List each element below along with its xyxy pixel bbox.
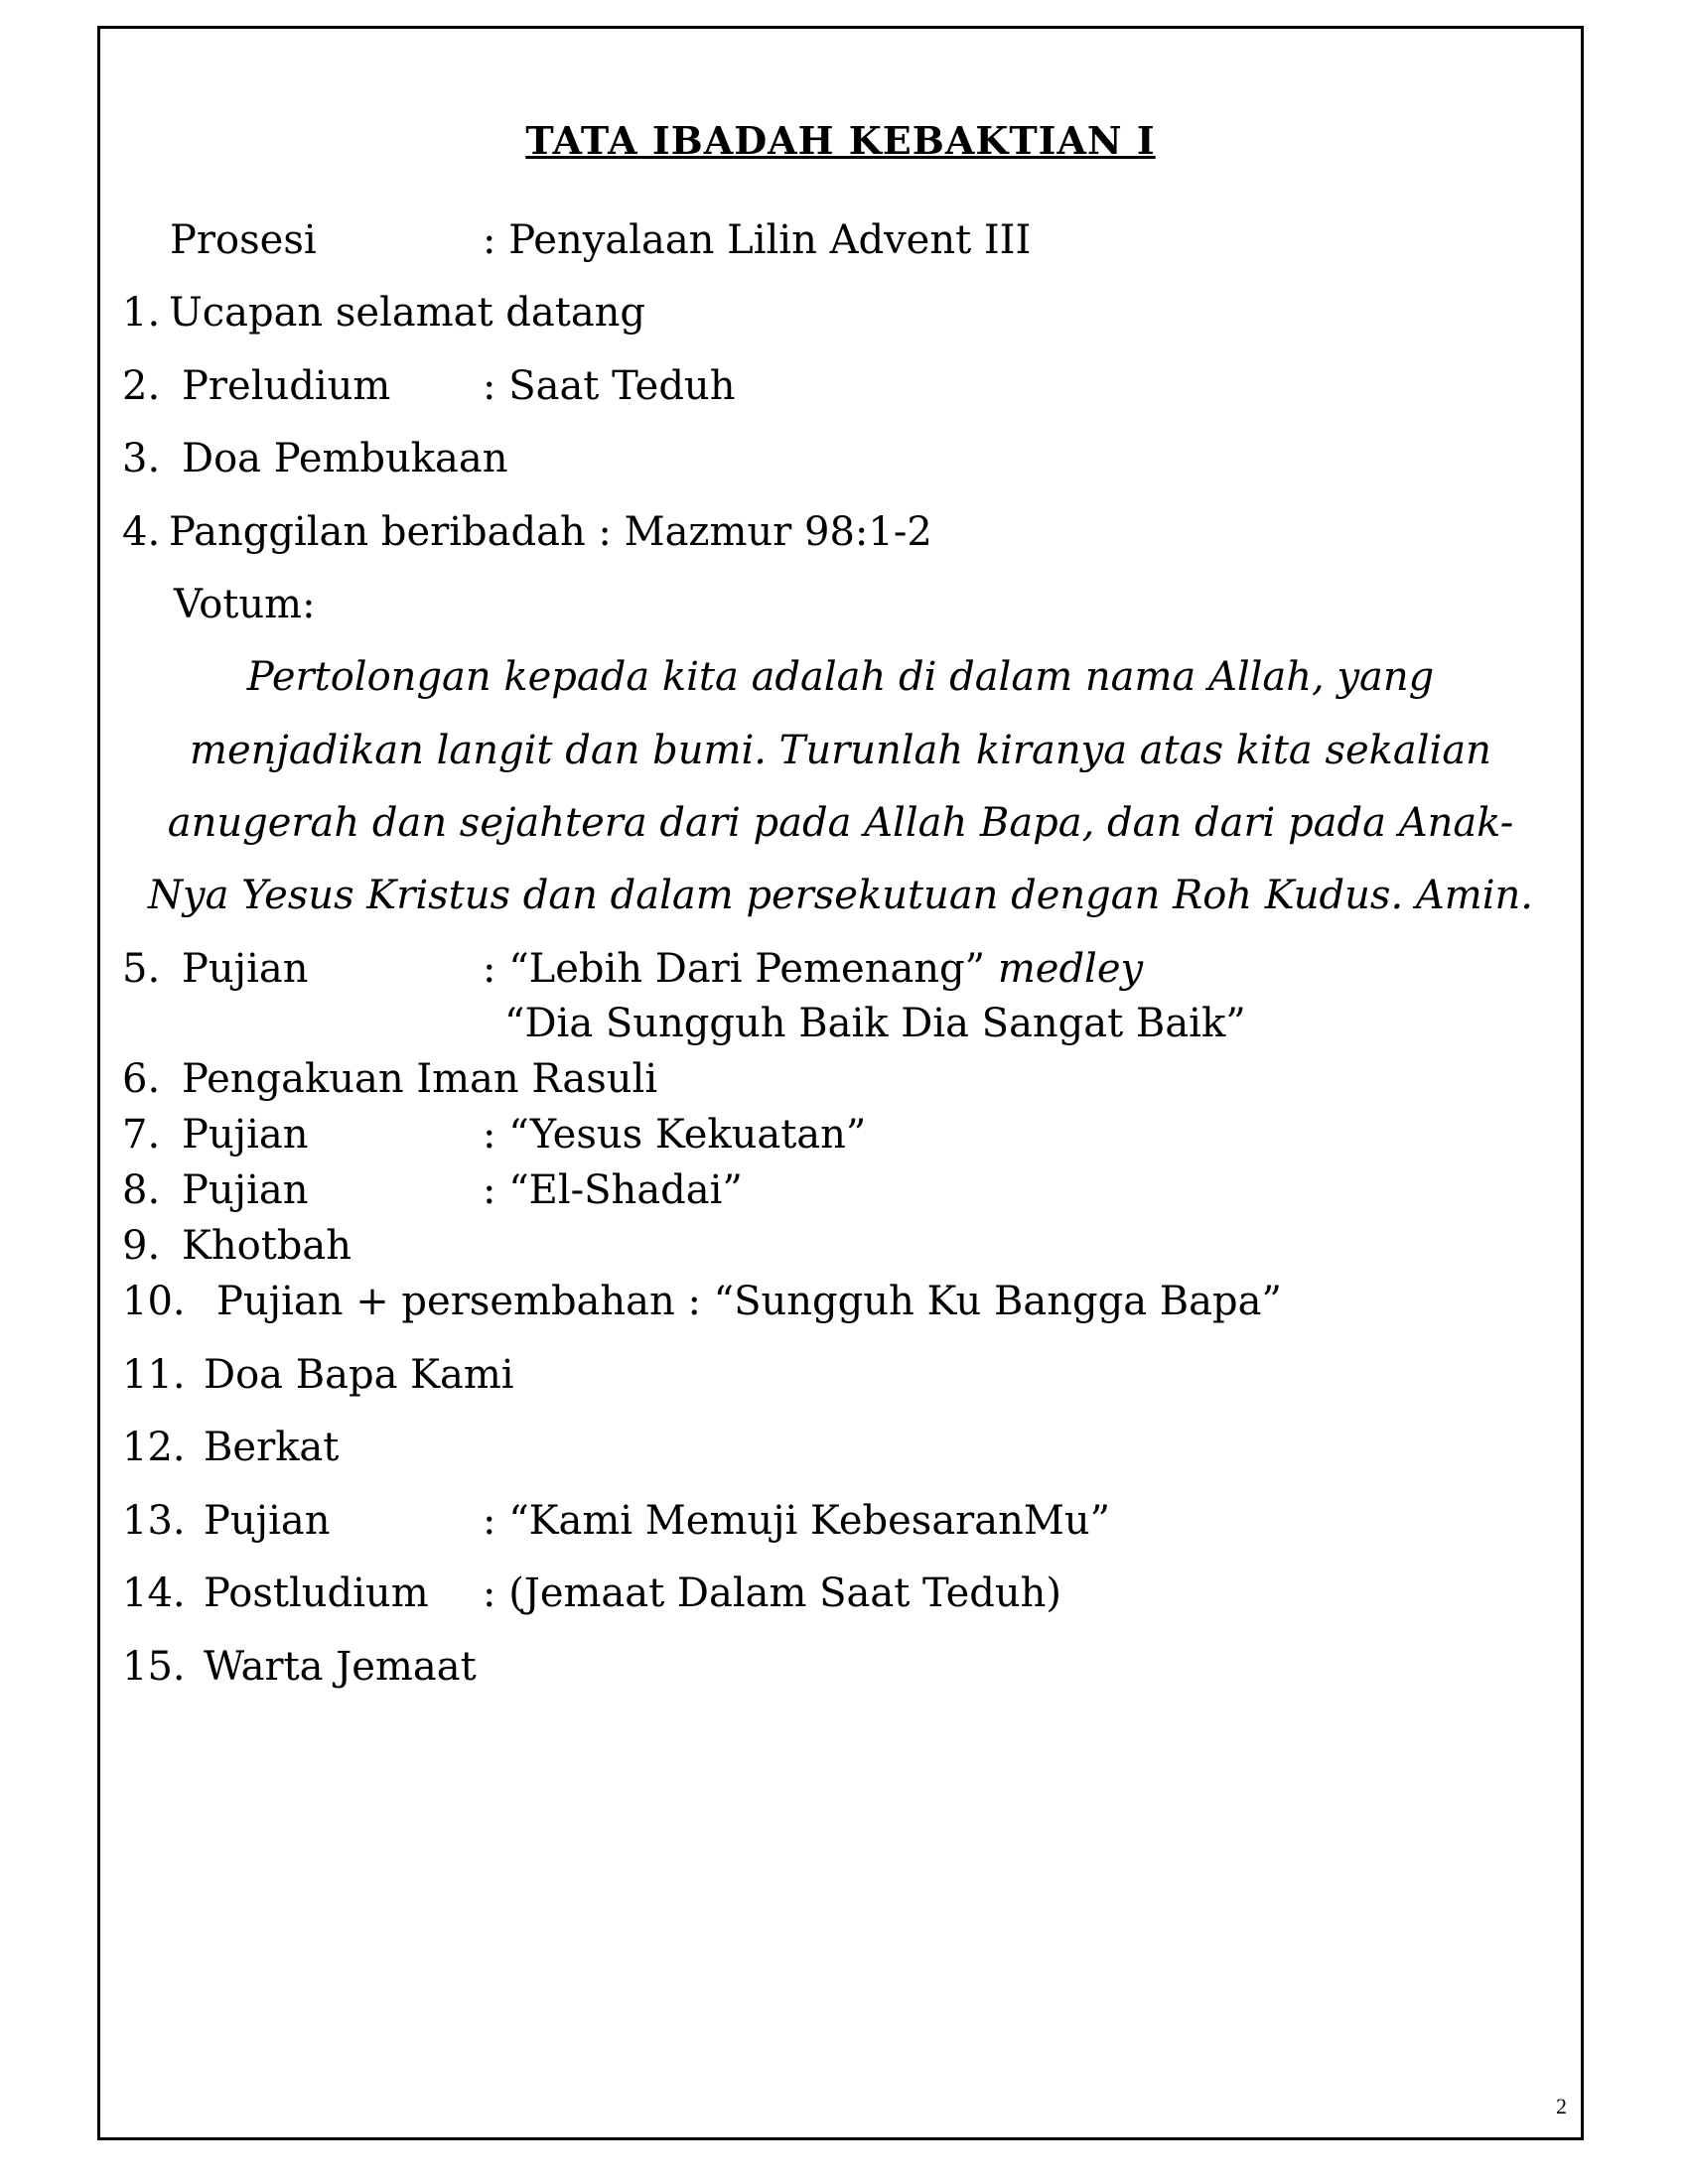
item-number: 9. (122, 1223, 161, 1269)
votum-line: menjadikan langit dan bumi. Turunlah kiranya atas kita sekalian (190, 728, 1491, 773)
item-value: : “El-Shadai” (483, 1167, 743, 1213)
item-label: Panggilan beribadah : Mazmur 98:1-2 (169, 509, 932, 555)
item-label: Doa Pembukaan (182, 436, 508, 481)
page-number: 2 (1556, 2094, 1567, 2118)
item-label: Doa Bapa Kami (204, 1352, 514, 1398)
votum-label: Votum: (174, 582, 316, 627)
item-number: 4. (122, 509, 161, 555)
item-number: 12. (122, 1425, 186, 1470)
votum-line: Pertolongan kepada kita adalah di dalam nama Allah, yang (246, 654, 1435, 700)
item-number: 6. (122, 1056, 161, 1102)
item-number: 2. (122, 363, 161, 409)
item-label: Postludium (204, 1570, 429, 1616)
item-number: 5. (122, 946, 161, 992)
page-title: TATA IBADAH KEBAKTIAN I (525, 118, 1156, 163)
item-number: 7. (122, 1112, 161, 1158)
item-value: : (Jemaat Dalam Saat Teduh) (483, 1570, 1061, 1616)
prosesi-label: Prosesi (170, 217, 317, 263)
item-number: 8. (122, 1167, 161, 1213)
item-label: Pujian (204, 1498, 331, 1544)
item-number: 11. (122, 1352, 186, 1398)
item-number: 10. (122, 1279, 186, 1324)
item-label: Pujian (182, 1112, 309, 1158)
item-label: Berkat (204, 1425, 340, 1470)
item-label: Preludium (182, 363, 391, 409)
votum-line: anugerah dan sejahtera dari pada Allah Bapa, dan dari pada Anak- (167, 800, 1514, 846)
item-label: Warta Jemaat (204, 1644, 477, 1690)
item-number: 14. (122, 1570, 186, 1616)
item-number: 3. (122, 436, 161, 481)
page-frame (97, 26, 1584, 2140)
item-value: : “Yesus Kekuatan” (483, 1112, 867, 1158)
item-number: 13. (122, 1498, 186, 1544)
item-value-continued: “Dia Sungguh Baik Dia Sangat Baik” (504, 1001, 1246, 1046)
item-number: 1. (122, 290, 161, 336)
item-label: Pengakuan Iman Rasuli (182, 1056, 658, 1102)
item-label: Ucapan selamat datang (169, 290, 646, 336)
item-value: : Saat Teduh (483, 363, 736, 409)
item-number: 15. (122, 1644, 186, 1690)
item-label: Khotbah (182, 1223, 352, 1269)
votum-line: Nya Yesus Kristus dan dalam persekutuan dengan Roh Kudus. Amin. (148, 873, 1533, 918)
item-value-italic: medley (997, 946, 1144, 992)
item-label: Pujian (182, 1167, 309, 1213)
item-value: : “Kami Memuji KebesaranMu” (483, 1498, 1111, 1544)
item-label: Pujian + persembahan : “Sungguh Ku Bangga Bapa” (216, 1279, 1282, 1324)
item-value: : “Lebih Dari Pemenang” (483, 946, 986, 992)
item-label: Pujian (182, 946, 309, 992)
prosesi-value: : Penyalaan Lilin Advent III (483, 217, 1032, 263)
